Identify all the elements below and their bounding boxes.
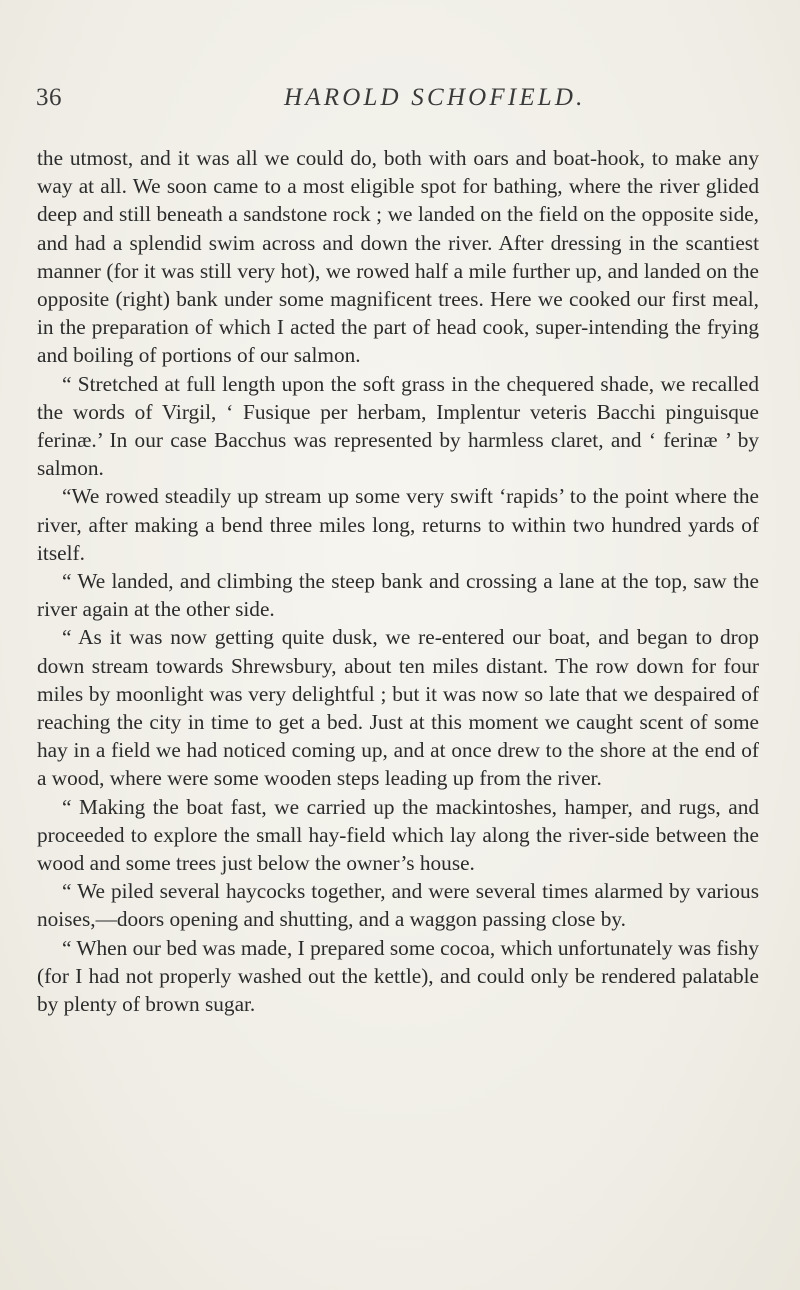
running-title: HAROLD SCHOFIELD. bbox=[284, 84, 586, 111]
body-text bbox=[37, 144, 759, 1018]
paragraph: “ When our bed was made, I prepared some cocoa, which unfortunately was fishy (for I had not properly washed out the kettle), and could only be rendered palatable by plenty of brown sugar. bbox=[37, 935, 759, 1017]
paragraph: “ As it was now getting quite dusk, we re-entered our boat, and began to drop down stream towards Shrewsbury, about ten miles distant. The row down for four miles by moonlight was very delightful ; but it was now so late that we despaired of reaching the city in time to get a bed. Just at this moment we caught scent of some hay in a field we had noticed coming up, and at once drew to the shore at the end of a wood, where were some wooden steps leading up from the river. bbox=[37, 625, 759, 791]
paragraph: “ We landed, and climbing the steep bank and crossing a lane at the top, saw the river again at the other side. bbox=[37, 569, 759, 622]
paragraph: “We rowed steadily up stream up some very swift ‘rapids’ to the point where the river, after making a bend three miles long, returns to within two hundred yards of itself. bbox=[37, 484, 759, 565]
paragraph: “ We piled several haycocks together, and were several times alarmed by various noises,—doors opening and shutting, and a waggon passing close by. bbox=[37, 879, 759, 932]
paragraph: “ Stretched at full length upon the soft grass in the chequered shade, we recalled the words of Virgil, ‘ Fusique per herbam, Implentur veteris Bacchi pinguisque ferinæ.’ In our case Bacchus was represented by harmless claret, and ‘ ferinæ ’ by salmon. bbox=[37, 371, 759, 481]
page-number: 36 bbox=[36, 84, 62, 111]
paragraph: “ Making the boat fast, we carried up the mackintoshes, hamper, and rugs, and proceeded to explore the small hay-field which lay along the river-side between the wood and some trees just below the owner’s house. bbox=[37, 794, 759, 876]
running-head bbox=[36, 84, 756, 124]
paragraph: the utmost, and it was all we could do, both with oars and boat-hook, to make any way at all. We soon came to a most eligible spot for bathing, where the river glided deep and still beneath a sandstone rock ; we landed on the field on the opposite side, and had a splendid swim across and down the river. After dressing in the scantiest manner (for it was still very hot), we rowed half a mile further up, and landed on the opposite (right) bank under some magnificent trees. Here we cooked our first meal, in the preparation of which I acted the part of head cook, super-intending the frying and boiling of portions of our salmon. bbox=[37, 146, 759, 368]
